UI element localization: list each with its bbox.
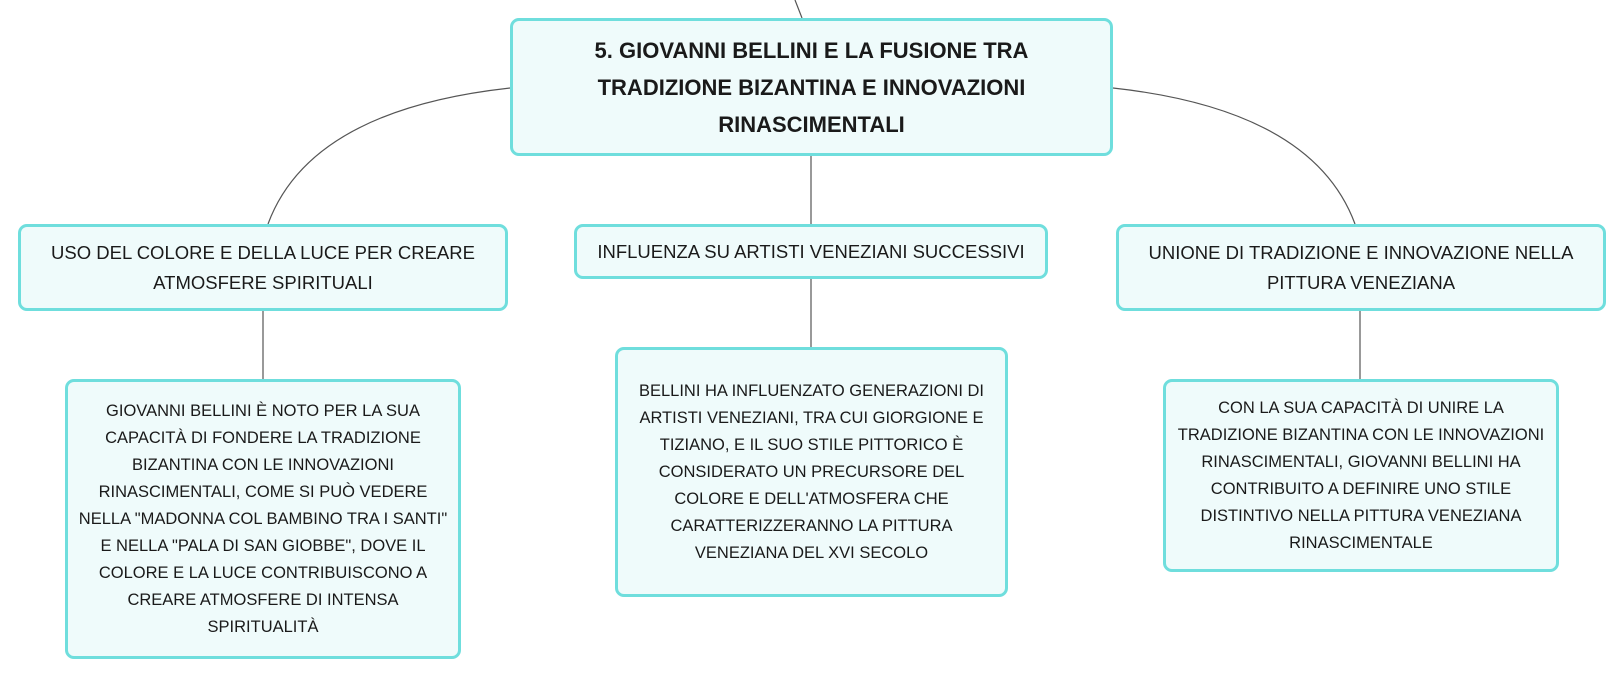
detail-topic-text: GIOVANNI BELLINI È NOTO PER LA SUA CAPACITÀ DI FONDERE LA TRADIZIONE BIZANTINA CON LE INNOVAZIONI RINASCIMENTALI, COME SI PUÒ VEDERE NELLA "MADONNA COL BAMBINO TRA I SANTI" E NELLA "PALA DI SAN GIOBBE", DOVE IL COLORE E LA LUCE CONTRIBUISCONO A CREARE ATMOSFERE DI INTENSA SPIRITUALITÀ <box>78 401 448 636</box>
branch-topic-label: UNIONE DI TRADIZIONE E INNOVAZIONE NELLA PITTURA VENEZIANA <box>1148 241 1574 293</box>
connector-root-to-branch-1 <box>268 88 510 224</box>
branch-topic-color-light[interactable] <box>18 224 508 311</box>
branch-topic-tradition-innovation[interactable] <box>1116 224 1606 311</box>
branch-topic-label: INFLUENZA SU ARTISTI VENEZIANI SUCCESSIVI <box>597 240 1025 262</box>
connector-root-to-branch-3 <box>1113 88 1355 224</box>
detail-topic-tradition-innovation[interactable] <box>1163 379 1559 572</box>
branch-topic-label: USO DEL COLORE E DELLA LUCE PER CREARE ATMOSFERE SPIRITUALI <box>51 241 475 293</box>
branch-topic-influence[interactable] <box>574 224 1048 279</box>
detail-topic-color-light[interactable] <box>65 379 461 659</box>
root-topic-label: 5. GIOVANNI BELLINI E LA FUSIONE TRA TRADIZIONE BIZANTINA E INNOVAZIONI RINASCIMENTALI <box>594 37 1029 137</box>
detail-topic-text: CON LA SUA CAPACITÀ DI UNIRE LA TRADIZIONE BIZANTINA CON LE INNOVAZIONI RINASCIMENTALI, GIOVANNI BELLINI HA CONTRIBUITO A DEFINIRE UNO STILE DISTINTIVO NELLA PITTURA VENEZIANA RINASCIMENTALE <box>1177 398 1545 552</box>
detail-topic-text: BELLINI HA INFLUENZATO GENERAZIONI DI ARTISTI VENEZIANI, TRA CUI GIORGIONE E TIZIANO, E IL SUO STILE PITTORICO È CONSIDERATO UN PRECURSORE DEL COLORE E DELL'ATMOSFERA CHE CARATTERIZZERANNO LA PITTURA VENEZIANA DEL XVI SECOLO <box>638 381 985 562</box>
root-topic[interactable] <box>510 18 1113 156</box>
detail-topic-influence[interactable] <box>615 347 1008 597</box>
connector-parent-to-root <box>795 0 802 18</box>
